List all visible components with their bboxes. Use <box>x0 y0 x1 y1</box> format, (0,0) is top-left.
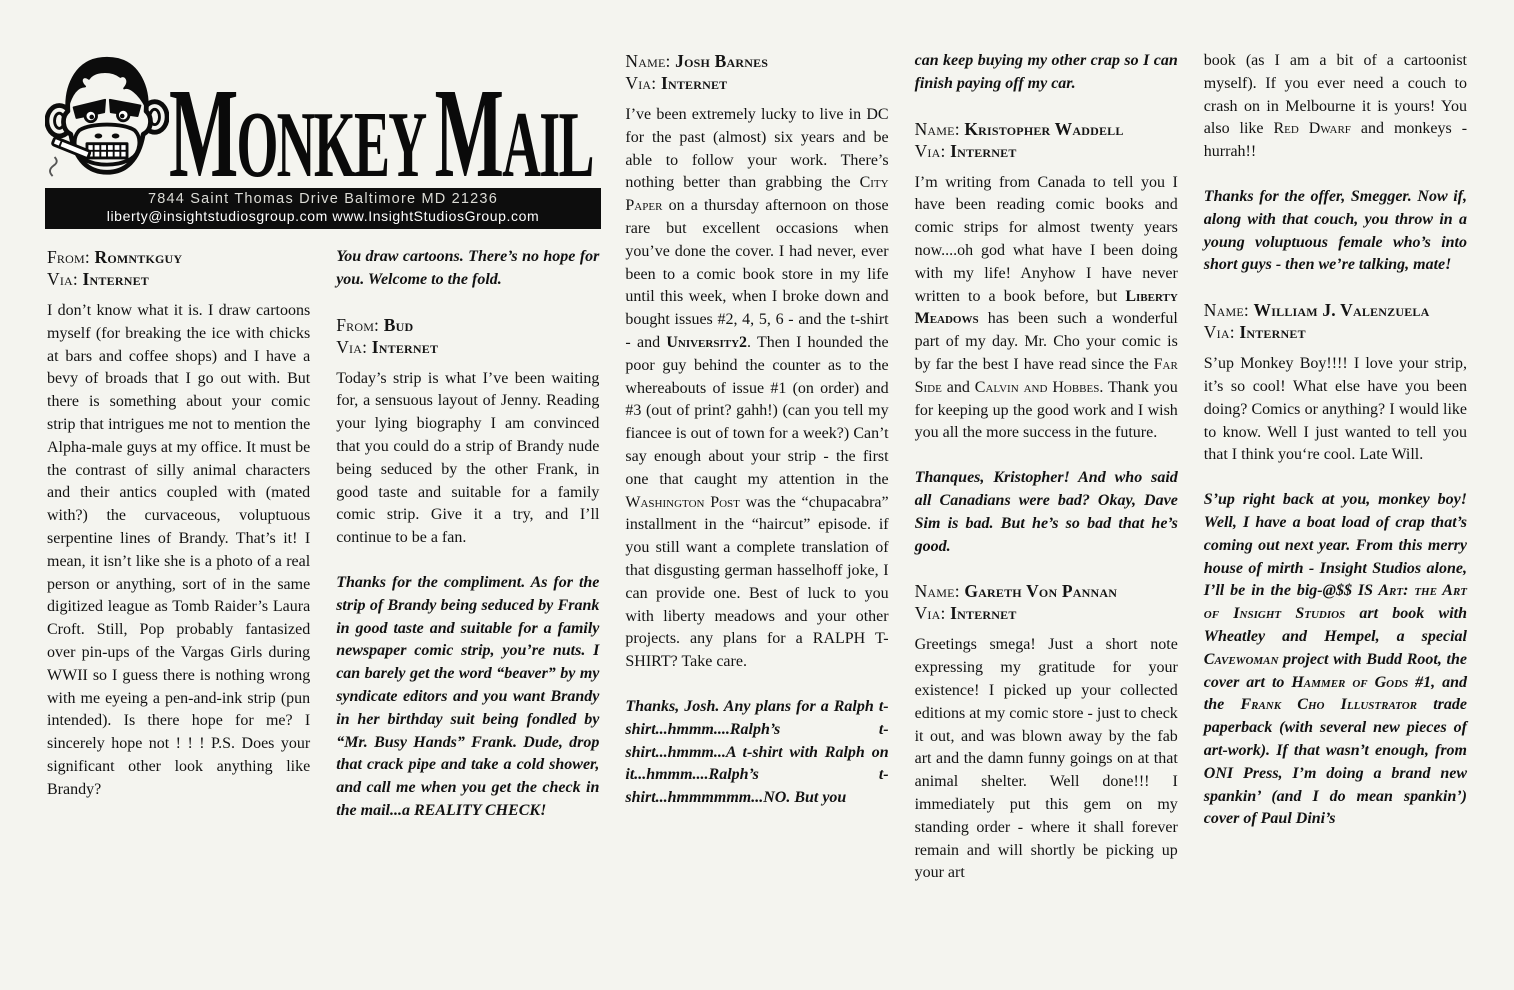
title-word: MAIL <box>434 62 593 205</box>
letter-meta-line <box>336 314 599 336</box>
editor-reply: can keep buying my other crap so I can finish paying off my car. <box>914 52 1178 92</box>
meta-label: Via: <box>914 140 951 161</box>
letter-header <box>915 580 1178 624</box>
small-caps-title: Liberty Meadows <box>914 287 1178 328</box>
letters-column-4 <box>915 50 1178 907</box>
small-caps-title: Red Dwarf <box>1273 120 1351 138</box>
editor-reply: Thanques, Kristopher! And who said all Canadians were bad? Okay, Dave Sim is bad. But he’s so bad that he’s good. <box>914 469 1178 555</box>
meta-label: Name: <box>1203 300 1254 321</box>
meta-label: Name: <box>914 118 965 139</box>
letter-body: Today’s strip is what I’ve been waiting for, a sensuous layout of Jenny. Reading your lying biography I am convinced that you could do a strip of Brandy nude being seduced by the other Frank, in good taste and suitable for a family comic strip. Give it a try, and I’ll continue to be a fan. <box>336 369 600 547</box>
editor-reply: Thanks, Josh. Any plans for a Ralph t-shirt...hmmm....Ralph’s t-shirt...hmmm...A t-shirt with Ralph on it...hmmm....Ralph’s t-shirt...hmmmmmm...NO. But you <box>625 697 889 807</box>
meta-value: William J. Valenzuela <box>1253 300 1430 321</box>
monkey-logo-icon <box>45 46 169 186</box>
letter-header <box>336 314 599 358</box>
meta-value: Josh Barnes <box>675 51 769 71</box>
letter-body: Greetings smega! Just a short note expressing my gratitude for your existence! I picked up your collected editions at my comic store - just to check it out, and was blown away by the fab art and the damn funny goings on at that animal shelter. Well done!!! I immediately put this gem on my standing order - where it shall forever remain and will shortly be picking up your art <box>914 636 1178 882</box>
meta-value: Internet <box>660 73 728 93</box>
meta-value: Bud <box>383 314 414 335</box>
letters-column-3 <box>625 50 888 907</box>
small-caps-title: Calvin and Hobbes <box>974 378 1100 396</box>
emphasized-text: and <box>429 619 455 637</box>
letters-column-5 <box>1204 50 1467 907</box>
letter-meta-line <box>47 268 310 290</box>
meta-label: Via: <box>914 603 951 624</box>
small-caps-title: Hammer of Gods <box>1291 673 1409 691</box>
masthead <box>45 44 601 229</box>
meta-value: Gareth Von Pannan <box>964 581 1118 602</box>
small-caps-title: University2 <box>666 333 748 351</box>
letter-meta-line <box>336 336 599 358</box>
letter-body: S’up Monkey Boy!!!! I love your strip, it’s so cool! What else have you been doing? Comics or anything? I would like to know. Well I just wanted to tell you that I think you‘re cool. Late Will. <box>1203 355 1467 464</box>
letter-meta-line <box>1204 299 1467 321</box>
letter-body: I don’t know what it is. I draw cartoons myself (for breaking the ice with chicks at bars and coffee shops) and I have a bevy of broads that I go out with. But there is something about your comic strip that intrigues me not to mention the Alpha-male guys at my office. It must be the contrast of silly animal characters and their antics coupled with (mated with?) the curvaceous, voluptuous serpentine lines of Brandy. That’s it! I mean, it isn’t like she is a photo of a real person or anything, sort of in the same digitized league as Tomb Raider’s Laura Croft. Still, Pop probably fantasized over pin-ups of the Vargas Girls during WWII so I guess there is nothing wrong with me eyeing a pen-and-ink strip (pun intended). Is there hope for me? I sincerely hope not ! ! ! P.S. Does your significant other look anything like Brandy? <box>47 302 311 798</box>
meta-label: Name: <box>914 581 965 602</box>
letter-meta-line <box>915 118 1178 140</box>
letter-meta-line <box>915 580 1178 602</box>
meta-value: Internet <box>82 269 149 289</box>
letter-header <box>47 246 310 290</box>
meta-value: Internet <box>950 140 1017 161</box>
letter-header <box>1204 299 1467 343</box>
letter-meta-line <box>47 246 310 268</box>
letter-meta-line <box>1204 321 1467 343</box>
small-caps-title: Far Side <box>914 355 1178 396</box>
meta-label: Name: <box>625 51 676 71</box>
letter-body: I’ve been extremely lucky to live in DC for the past (almost) six years and be able to follow your work. There’s nothing better than grabbing the City Paper on a thursday afternoon on those rare but excellent occasions when you’ve done the cover. I had never, ever been to a comic book store in my life until this week, when I broke down and bought issues #2, 4, 5, 6 - and the t-shirt - and University2. Then I hounded the poor guy behind the counter as to the whereabouts of issue #1 (on order) and #3 (out of print? gahh!) (can you tell my fiancee is out of town for a week?) Can’t say enough about your strip - the first one that caught my attention in the Washington Post was the “chupacabra” installment in the “haircut” episode. if you still want a complete translation of that disgusting german hasselhoff joke, I can provide one. Best of luck to you with liberty meadows and your other projects. any plans for a RALPH T-SHIRT? Take care. <box>625 106 889 671</box>
emphasized-text: REALITY CHECK! <box>413 801 547 819</box>
meta-label: Via: <box>1203 322 1240 343</box>
meta-value: Kristopher Waddell <box>964 118 1124 139</box>
editor-reply: Thanks for the offer, Smegger. Now if, along with that couch, you throw in a young voluptuous female who’s into short guys - then we’re talking, mate! <box>1203 187 1467 274</box>
meta-value: Internet <box>950 603 1017 624</box>
editor-reply: S’up right back at you, monkey boy! Well, I have a boat load of crap that’s coming out next year. From this merry house of mirth - Insight Studios alone, I’ll be in the big-@$$ IS Art: the Art of Insight Studios art book with Wheatley and Hempel, a special Cavewoman project with Budd Root, the cover art to Hammer of Gods #1, and the Frank Cho Illustrator trade paperback (with several new pieces of art-work). If that wasn’t enough, from ONI Press, I’m doing a brand new spankin’ (and I do mean spankin’) cover of Paul Dini’s <box>1203 491 1467 828</box>
small-caps-title: IS Art: the Art of Insight Studios <box>1203 582 1467 623</box>
letter-meta-line <box>625 72 888 94</box>
letter-meta-line <box>915 140 1178 162</box>
title-word: MONKEY <box>169 62 426 205</box>
editor-reply: You draw cartoons. There’s no hope for you. Welcome to the fold. <box>336 248 600 288</box>
meta-value: Internet <box>1239 322 1306 343</box>
meta-label: Via: <box>625 73 661 93</box>
small-caps-title: Washington Post <box>625 493 740 511</box>
contact-line: liberty@insightstudiosgroup.com www.InsightStudiosGroup.com <box>106 208 540 224</box>
letter-body: book (as I am a bit of a cartoonist myself). If you ever need a couch to crash on in Melbourne it is yours! You also like Red Dwarf and monkeys - hurrah!! <box>1203 52 1468 161</box>
street-address: 7844 Saint Thomas Drive Baltimore MD 21236 <box>148 191 498 207</box>
letter-meta-line <box>625 50 888 72</box>
meta-label: From: <box>47 247 95 267</box>
meta-label: Via: <box>336 336 372 357</box>
meta-label: Via: <box>47 269 83 289</box>
meta-label: From: <box>336 314 384 335</box>
meta-value: Romntkguy <box>94 247 183 267</box>
small-caps-title: City Paper <box>625 174 889 215</box>
letter-body: I’m writing from Canada to tell you I have been reading comic books and comic strips for almost twenty years now....oh god what have I been doing with my life! Anyhow I have never written to a book before, but Liberty Meadows has been such a wonderful part of my day. Mr. Cho your comic is by far the best I have read since the Far Side and Calvin and Hobbes. Thank you for keeping up the good work and I wish you all the more success in the future. <box>914 173 1178 442</box>
emphasized-text: then <box>1285 256 1315 274</box>
small-caps-title: Frank Cho Illustrator <box>1240 696 1417 714</box>
letter-header <box>625 50 888 94</box>
small-caps-title: Cavewoman <box>1203 650 1279 668</box>
editor-reply: Thanks for the compliment. As for the strip of Brandy being seduced by Frank in good taste and suitable for a family newspaper comic strip, you’re nuts. I can barely get the word “beaver” by my syndicate editors and you want Brandy in her birthday suit being fondled by “Mr. Busy Hands” Frank. Dude, drop that crack pipe and take a cold shower, and call me when you get the check in the mail...a REALITY CHECK! <box>336 573 600 819</box>
meta-value: Internet <box>371 336 439 357</box>
letter-header <box>915 118 1178 162</box>
letter-meta-line <box>915 602 1178 624</box>
